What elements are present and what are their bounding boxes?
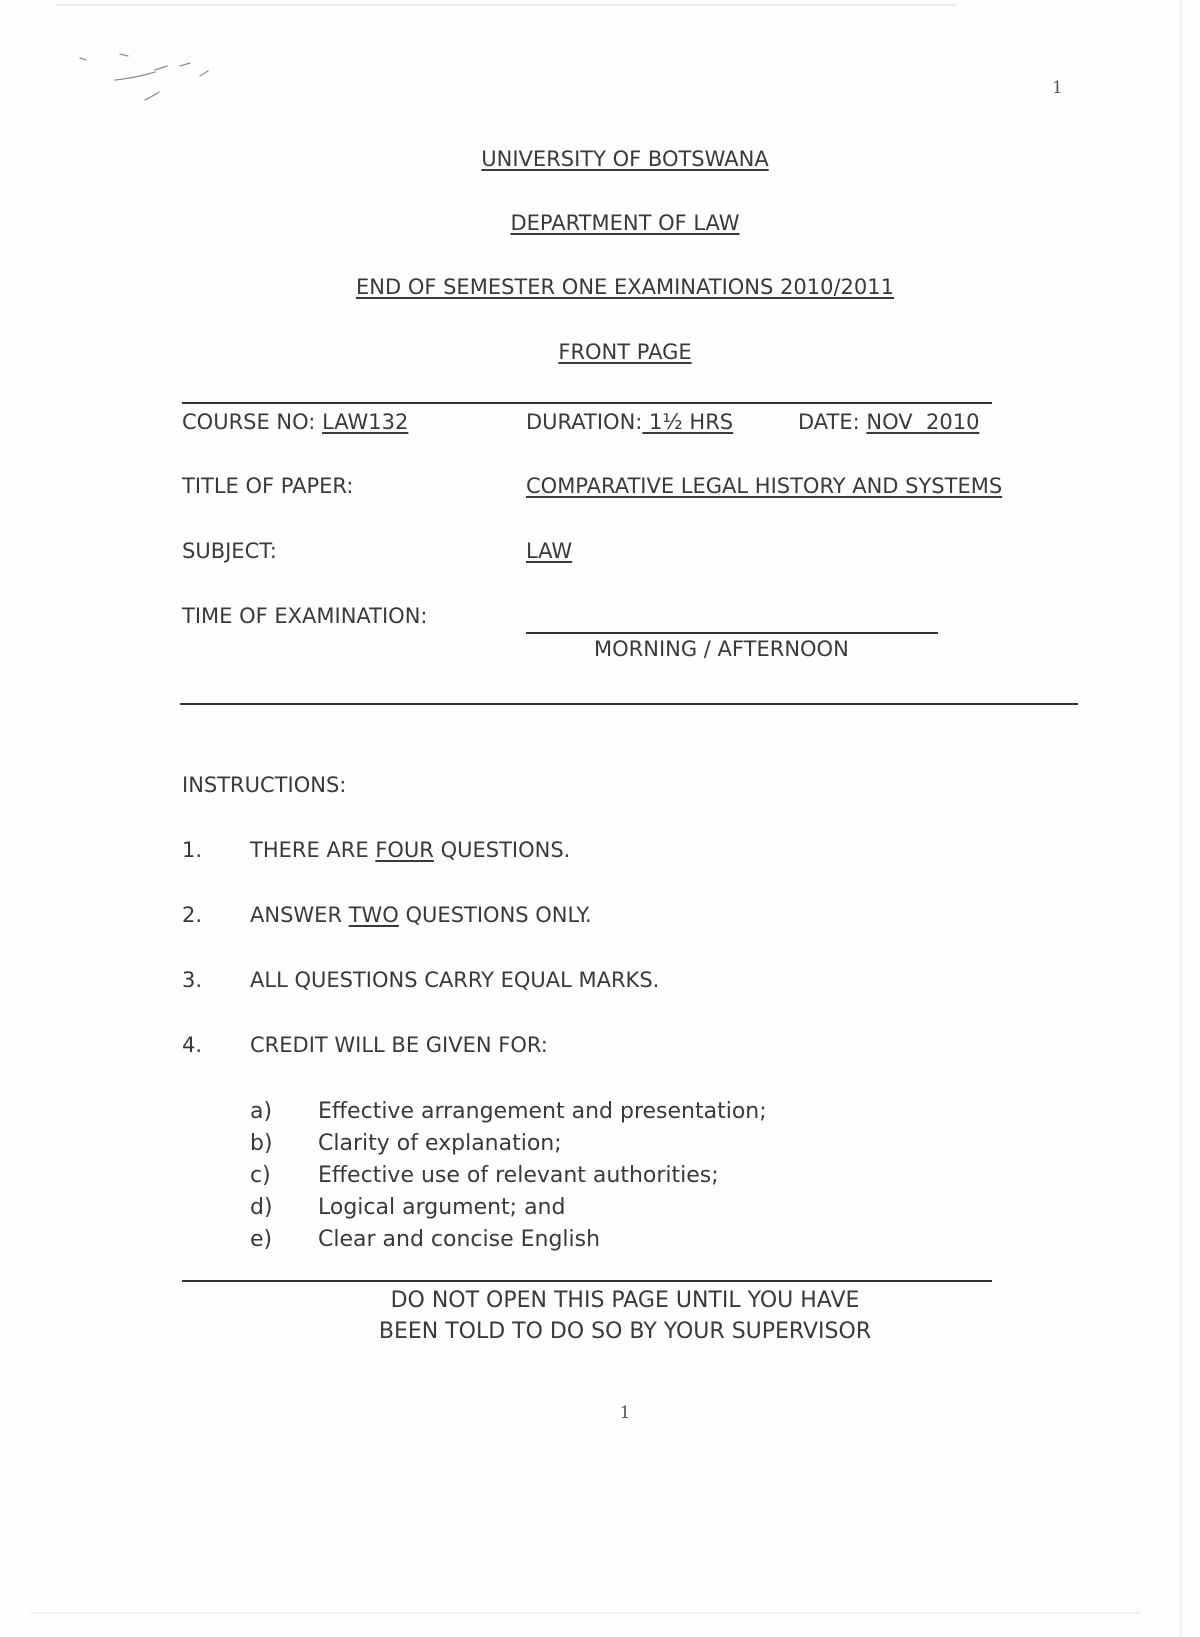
duration-label-text: DURATION: xyxy=(526,410,643,434)
duration-label xyxy=(526,410,733,434)
page-number-top: 1 xyxy=(1052,78,1063,98)
department-title: DEPARTMENT OF LAW xyxy=(510,211,740,235)
page-title: FRONT PAGE xyxy=(558,340,692,364)
date-label-text: DATE: xyxy=(798,410,860,434)
scan-edge-bottom xyxy=(30,1612,1140,1614)
instruction-2-emphasis: TWO xyxy=(348,903,399,927)
instruction-1 xyxy=(250,838,570,862)
footer-warning-line-2: BEEN TOLD TO DO SO BY YOUR SUPERVISOR xyxy=(378,1319,872,1344)
course-value: LAW132 xyxy=(322,410,409,434)
instruction-3-number: 3. xyxy=(182,968,203,992)
university-title: UNIVERSITY OF BOTSWANA xyxy=(481,147,769,171)
pencil-mark-scribble xyxy=(75,48,225,118)
date-value: NOV 2010 xyxy=(866,410,980,434)
footer-warning-line-1: DO NOT OPEN THIS PAGE UNTIL YOU HAVE xyxy=(390,1288,860,1313)
time-of-examination-label: TIME OF EXAMINATION: xyxy=(182,604,428,628)
instructions-heading: INSTRUCTIONS: xyxy=(182,773,347,797)
credit-item-text: Effective use of relevant authorities; xyxy=(318,1163,719,1188)
instruction-4-number: 4. xyxy=(182,1033,203,1057)
subject-label: SUBJECT: xyxy=(182,539,277,563)
credit-item-text: Clear and concise English xyxy=(318,1227,601,1252)
time-blank-line xyxy=(526,632,938,634)
title-of-paper-value: COMPARATIVE LEGAL HISTORY AND SYSTEMS xyxy=(526,474,1003,498)
instruction-1-pre: THERE ARE xyxy=(250,838,376,862)
scan-edge-top xyxy=(56,4,956,6)
instruction-2 xyxy=(250,903,592,927)
instruction-1-emphasis: FOUR xyxy=(375,838,434,862)
instruction-4: CREDIT WILL BE GIVEN FOR: xyxy=(250,1033,548,1057)
credit-item-letter: a) xyxy=(250,1099,273,1124)
course-label-text: COURSE NO: xyxy=(182,410,316,434)
top-divider xyxy=(182,402,992,404)
bottom-divider xyxy=(182,1280,992,1282)
credit-item-letter: d) xyxy=(250,1195,273,1220)
instruction-1-number: 1. xyxy=(182,838,203,862)
credit-item-letter: c) xyxy=(250,1163,271,1188)
duration-value: 1½ HRS xyxy=(642,410,734,434)
course-label xyxy=(182,410,408,434)
exam-title: END OF SEMESTER ONE EXAMINATIONS 2010/2011 xyxy=(356,275,894,299)
middle-divider xyxy=(180,703,1078,705)
instruction-2-pre: ANSWER xyxy=(250,903,349,927)
credit-item-text: Effective arrangement and presentation; xyxy=(318,1099,767,1124)
credit-item-text: Clarity of explanation; xyxy=(318,1131,562,1156)
instruction-2-post: QUESTIONS ONLY. xyxy=(398,903,592,927)
credit-item-letter: e) xyxy=(250,1227,273,1252)
instruction-1-post: QUESTIONS. xyxy=(433,838,571,862)
scan-edge-right xyxy=(1180,0,1182,1637)
credit-item-letter: b) xyxy=(250,1131,273,1156)
instruction-3: ALL QUESTIONS CARRY EQUAL MARKS. xyxy=(250,968,660,992)
title-of-paper-label: TITLE OF PAPER: xyxy=(182,474,354,498)
instruction-2-number: 2. xyxy=(182,903,203,927)
subject-value: LAW xyxy=(526,539,573,563)
page-number-bottom: 1 xyxy=(619,1403,631,1423)
date-label xyxy=(798,410,979,434)
credit-item-text: Logical argument; and xyxy=(318,1195,566,1220)
time-options: MORNING / AFTERNOON xyxy=(594,637,849,661)
